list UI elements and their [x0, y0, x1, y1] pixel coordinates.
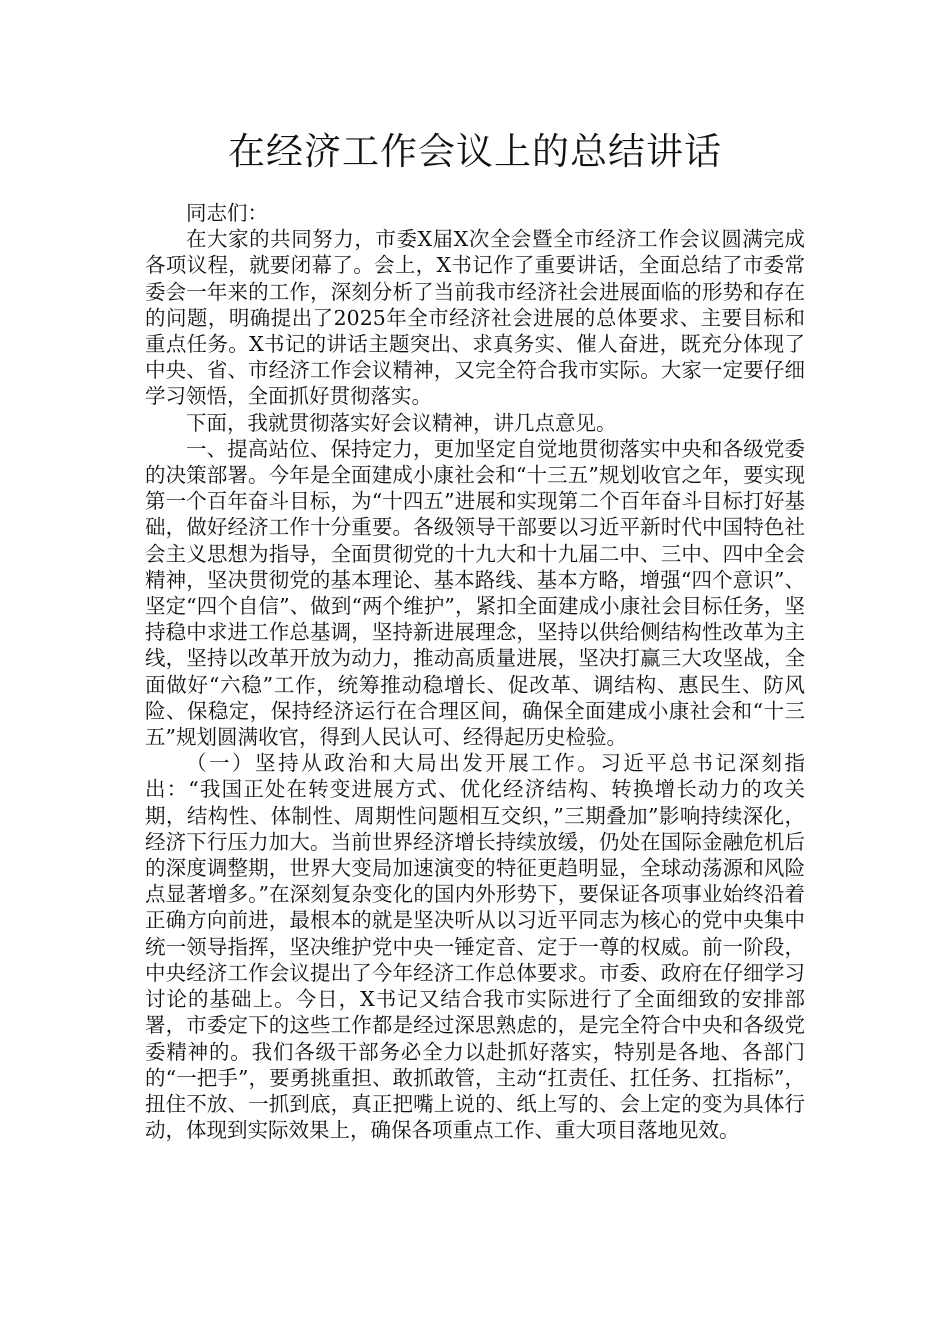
document-body — [145, 200, 805, 1143]
document-title: 在经济工作会议上的总结讲话 — [228, 130, 722, 173]
section-one-paragraph: 一、提高站位、保持定力，更加坚定自觉地贯彻落实中央和各级党委的决策部署。今年是全面建成小康社会和“十三五”规划收官之年，要实现第一个百年奋斗目标，为“十四五”进展和实现第二个百年奋斗目标打好基础，做好经济工作十分重要。各级领导干部要以习近平新时代中国特色社会主义思想为指导，全面贯彻党的十九大和十九届二中、三中、四中全会精神，坚决贯彻党的基本理论、基本路线、基本方略，增强“四个意识”、坚定“四个自信”、做到“两个维护”，紧扣全面建成小康社会目标任务，坚持稳中求进工作总基调，坚持新进展理念，坚持以供给侧结构性改革为主线，坚持以改革开放为动力，推动高质量进展，坚决打赢三大攻坚战，全面做好“六稳”工作，统筹推动稳增长、促改革、调结构、惠民生、防风险、保稳定，保持经济运行在合理区间，确保全面建成小康社会和“十三五”规划圆满收官，得到人民认可、经得起历史检验。 — [145, 436, 805, 750]
transition-paragraph: 下面，我就贯彻落实好会议精神，讲几点意见。 — [186, 410, 617, 435]
subsection-one-paragraph: （一）坚持从政治和大局出发开展工作。习近平总书记深刻指出：“我国正处在转变进展方式、优化经济结构、转换增长动力的攻关期，结构性、体制性、周期性问题相互交织，”三期叠加”影响持续深化，经济下行压力加大。当前世界经济增长持续放缓，仍处在国际金融危机后的深度调整期，世界大变局加速演变的特征更趋明显，全球动荡源和风险点显著增多。”在深刻复杂变化的国内外形势下，要保证各项事业始终沿着正确方向前进，最根本的就是坚决听从以习近平同志为核心的党中央集中统一领导指挥，坚决维护党中央一锤定音、定于一尊的权威。前一阶段，中央经济工作会议提出了今年经济工作总体要求。市委、政府在仔细学习讨论的基础上。今日，X书记又结合我市实际进行了全面细致的安排部署，市委定下的这些工作都是经过深思熟虑的，是完全符合中央和各级党委精神的。我们各级干部务必全力以赴抓好落实，特别是各地、各部门的“一把手”，要勇挑重担、敢抓敢管，主动“扛责任、扛任务、扛指标”，扭住不放、一抓到底，真正把嘴上说的、纸上写的、会上定的变为具体行动，体现到实际效果上，确保各项重点工作、重大项目落地见效。 — [145, 751, 805, 1143]
salutation-paragraph: 同志们： — [186, 201, 268, 225]
intro-paragraph: 在大家的共同努力，市委X届X次全会暨全市经济工作会议圆满完成各项议程，就要闭幕了。会上，X书记作了重要讲话，全面总结了市委常委会一年来的工作，深刻分析了当前我市经济社会进展面临的形势和存在的问题，明确提出了2025年全市经济社会进展的总体要求、主要目标和重点任务。X书记的讲话主题突出、求真务实、催人奋进，既充分体现了中央、省、市经济工作会议精神，又完全符合我市实际。大家一定要仔细学习领悟，全面抓好贯彻落实。 — [145, 227, 805, 409]
